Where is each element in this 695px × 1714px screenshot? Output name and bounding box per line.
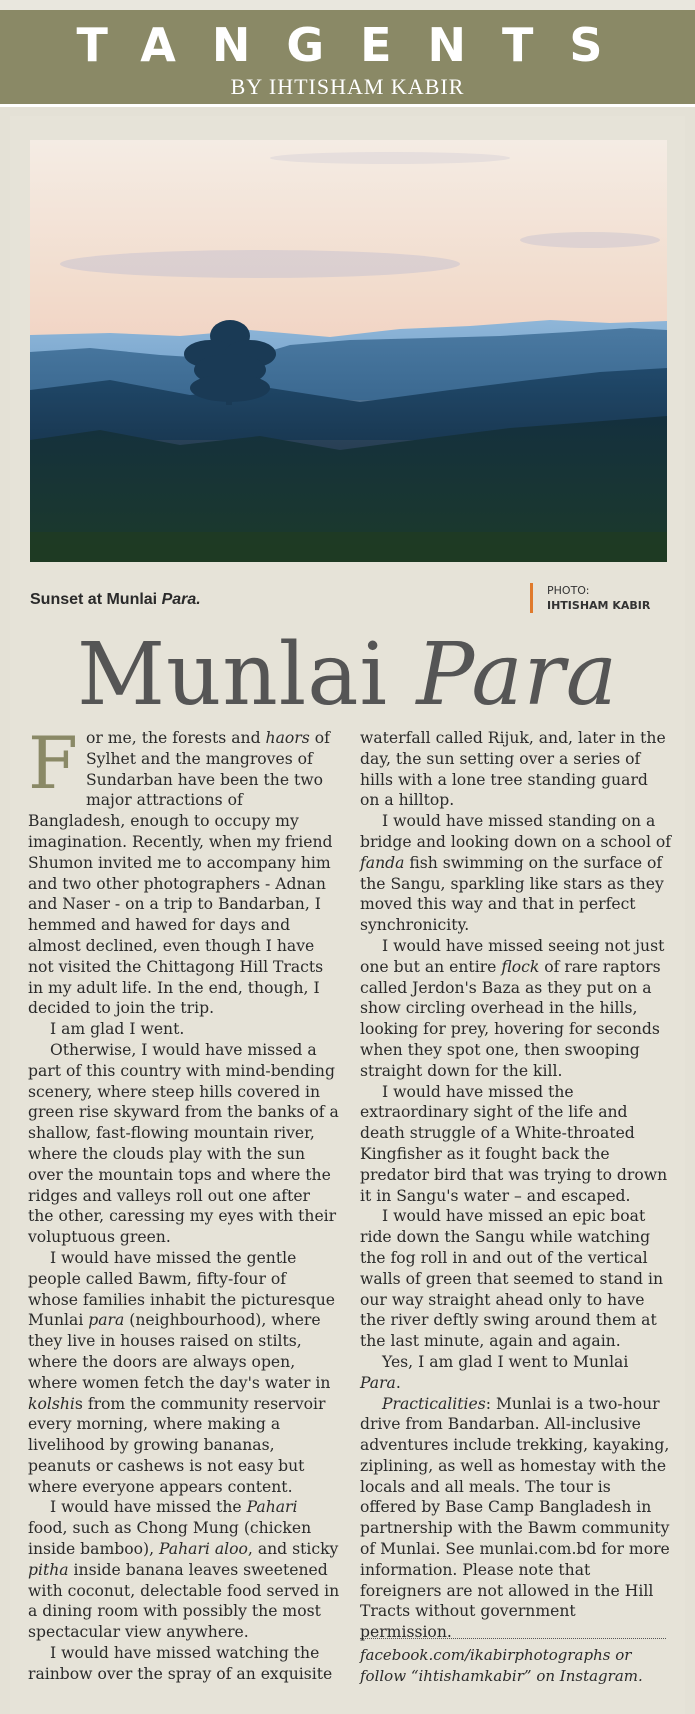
section-banner bbox=[0, 10, 695, 107]
paragraph: I would have missed the Pahari food, such as Chong Mung (chicken inside bamboo), Pahari aloo, and sticky pitha inside banana leaves sweetened with coconut, delectable food served in a dining room with possibly the most spectacular view anywhere. bbox=[28, 1498, 340, 1642]
paragraph: I am glad I went. bbox=[50, 1020, 185, 1039]
paragraph: waterfall called Rijuk, and, later in the day, the sun setting over a series of hills with a lone tree standing guard on a hilltop. bbox=[360, 729, 666, 810]
landscape-photo bbox=[30, 140, 667, 562]
paragraph: I would have missed the gentle people called Bawm, fifty-four of whose families inhabit the picturesque Munlai para (neighbourhood), where they live in houses raised on stilts, where the doors are always open, where women fetch the day's water in kolshis from the community reservoir every morning, where making a livelihood by growing bananas, peanuts or cashews is not easy but where everyone appears content. bbox=[28, 1248, 335, 1496]
paragraph: Otherwise, I would have missed a part of this country with mind-bending scenery, where steep hills covered in green rise skyward from the banks of a shallow, fast-flowing mountain river, where the clouds play with the sun over the mountain tops and where the ridges and valleys roll out one after the other, caressing my eyes with their voluptuous green. bbox=[28, 1040, 339, 1247]
page-top-strip bbox=[0, 0, 695, 10]
article-column-right bbox=[360, 728, 672, 1643]
drop-cap: F bbox=[28, 721, 78, 805]
paragraph: I would have missed watching the rainbow over the spray of an exquisite bbox=[28, 1644, 333, 1683]
photo-caption: Sunset at Munlai Para. bbox=[30, 591, 201, 608]
paragraph: I would have missed seeing not just one but an entire flock of rare raptors called Jerdon's Baza as they put on a show circling overhead in the hills, looking for prey, hovering for seconds when they spot one, then swooping straight down for the kill. bbox=[360, 936, 665, 1080]
article-headline: Munlai Para bbox=[76, 625, 619, 725]
paragraph: I would have missed standing on a bridge and looking down on a school of fanda fish swimming on the surface of the Sangu, sparkling like stars as they moved this way and that in perfect synchronicity. bbox=[360, 812, 672, 935]
photo-credit-label: PHOTO: bbox=[547, 584, 590, 597]
paragraph: For me, the forests and haors of Sylhet and the mangroves of Sundarban have been the two major attractions of Bangladesh, enough to occupy my imagination. Recently, when my friend Shumon invited me to accompany him and two other photographers - Adnan and Naser - on a trip to Bandarban, I hemmed and hawed for days and almost declined, even though I have not visited the Chittagong Hill Tracts in my adult life. In the end, though, I decided to join the trip. bbox=[28, 721, 333, 1018]
section-title: TANGENTS bbox=[76, 18, 639, 72]
sunset-hills-image bbox=[30, 140, 667, 562]
byline: BY IHTISHAM KABIR bbox=[230, 74, 465, 99]
author-signoff: facebook.com/ikabirphotographs or follow “ihtishamkabir” on Instagram. bbox=[360, 1638, 666, 1687]
photo-credit-name: IHTISHAM KABIR bbox=[547, 599, 651, 612]
paragraph: I would have missed an epic boat ride down the Sangu while watching the fog roll in and out of the vertical walls of green that seemed to stand in our way straight ahead only to have the river deftly swing around them at the last minute, again and again. bbox=[360, 1207, 664, 1351]
article-column-left bbox=[28, 721, 340, 1685]
paragraph: Practicalities: Munlai is a two-hour drive from Bandarban. All-inclusive adventures include trekking, kayaking, ziplining, as well as homestay with the locals and all meals. The tour is offered by Base Camp Bangladesh in partnership with the Bawm community of Munlai. See munlai.com.bd for more information. Please note that foreigners are not allowed in the Hill Tracts without government permission. bbox=[360, 1394, 670, 1642]
paragraph: I would have missed the extraordinary sight of the life and death struggle of a White-throated Kingfisher as it fought back the predator bird that was trying to drown it in Sangu's water – and escaped. bbox=[360, 1082, 668, 1205]
photo-credit bbox=[530, 583, 650, 613]
paragraph: Yes, I am glad I went to Munlai Para. bbox=[360, 1352, 629, 1392]
